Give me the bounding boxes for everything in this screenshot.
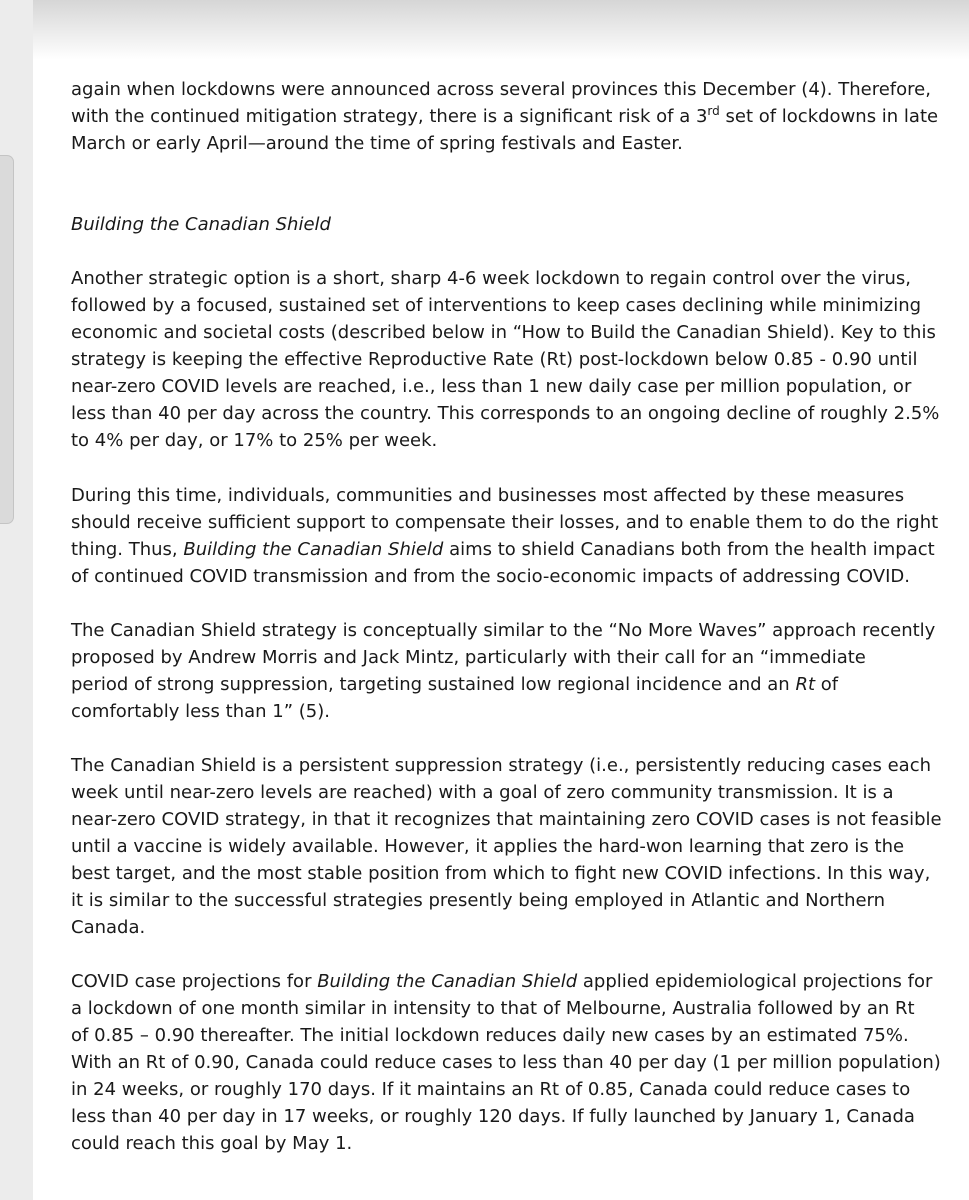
paragraph-text: of comfortably less than 1” (5).	[71, 674, 839, 722]
italic-term: Rt	[795, 674, 816, 695]
paragraph-text: The Canadian Shield strategy is conceptually similar to the “No More Waves” approach recently proposed by Andrew Morris and Jack Mintz, particularly with their call for an “immediate period of strong suppression, targeting sustained low regional incidence and an	[71, 620, 936, 695]
paragraph-text: applied epidemiological projections for a lockdown of one month similar in intensity to that of Melbourne, Australia followed by an Rt of 0.85 – 0.90 thereafter. The initial lockdown reduces daily new cases by an estimated 75%. With an Rt of 0.90, Canada could reduce cases to less than 40 per day (1 per million population) in 24 weeks, or roughly 170 days. If it maintains an Rt of 0.85, Canada could reduce cases to less than 40 per day in 17 weeks, or roughly 120 days. If fully launched by January 1, Canada could reach this goal by May 1.	[71, 971, 941, 1154]
paragraph-support	[71, 482, 938, 590]
paragraph-no-more-waves	[71, 617, 935, 725]
paragraph-text: again when lockdowns were announced across several provinces this December (4). Therefore, with the continued mitigation strategy, there is a significant risk of a 3	[71, 79, 931, 127]
paragraph-text: set of lockdowns in late March or early April—around the time of spring festivals and Easter.	[71, 106, 939, 154]
section-heading: Building the Canadian Shield	[71, 214, 331, 235]
paragraph-text: aims to shield Canadians both from the health impact of continued COVID transmission and from the socio-economic impacts of addressing COVID.	[71, 539, 935, 587]
paragraph-text: COVID case projections for	[71, 971, 318, 992]
page-top-shadow	[33, 0, 969, 60]
paragraph-persistent-suppression: The Canadian Shield is a persistent suppression strategy (i.e., persistently reducing cases each week until near-zero levels are reached) with a goal of zero community transmission. It is a near-zero COVID strategy, in that it recognizes that maintaining zero COVID cases is not feasible until a vaccine is widely available. However, it applies the hard-won learning that zero is the best target, and the most stable position from which to fight new COVID infections. In this way, it is similar to the successful strategies presently being employed in Atlantic and Northern Canada.	[71, 755, 942, 938]
paragraph-lockdown-risk	[71, 76, 938, 157]
scrollbar-thumb[interactable]	[0, 155, 14, 524]
italic-title: Building the Canadian Shield	[317, 971, 578, 992]
paragraph-case-projections	[71, 968, 941, 1157]
paragraph-text: During this time, individuals, communities and businesses most affected by these measures should receive sufficient support to compensate their losses, and to enable them to do the right thing. Thus,	[71, 485, 939, 560]
superscript-ordinal: rd	[707, 104, 720, 118]
paragraph-strategic-option: Another strategic option is a short, sharp 4-6 week lockdown to regain control over the virus, followed by a focused, sustained set of interventions to keep cases declining while minimizing economic and societal costs (described below in “How to Build the Canadian Shield). Key to this strategy is keeping the effective Reproductive Rate (Rt) post-lockdown below 0.85 - 0.90 until near-zero COVID levels are reached, i.e., less than 1 new daily case per million population, or less than 40 per day across the country. This corresponds to an ongoing decline of roughly 2.5% to 4% per day, or 17% to 25% per week.	[71, 268, 940, 451]
italic-title: Building the Canadian Shield	[183, 539, 444, 560]
